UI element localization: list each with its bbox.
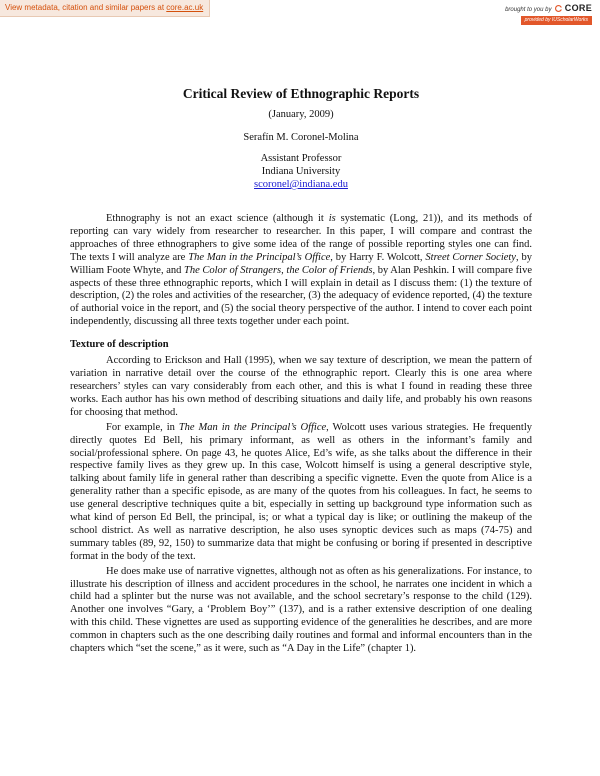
italic-title: Street Corner Society: [425, 251, 516, 263]
author-position: Assistant Professor: [260, 153, 342, 164]
body-paragraph-1: According to Erickson and Hall (1995), when we say texture of description, we mean the pattern of variation in narrative detail over the course of the ethnographic report. Clearly this is one area where researchers’ styles can vary considerably from each other, and this is what I found in reading these three works. Each author has his own method of describing situations and daily life, and probably his own reasons for choosing that method.: [70, 355, 532, 418]
italic-title: The Man in the Principal’s Office: [178, 421, 327, 433]
core-metadata-link-box[interactable]: [0, 0, 210, 17]
intro-paragraph: Ethnography is not an exact science (although it is systematic (Long, 21)), and its methods of reporting can vary widely from researcher to researcher. In this paper, I will compare and contrast the approaches of three ethnographers to give some idea of the range of possible reporting styles one can find. The texts I will analyze are The Man in the Principal’s Office, by Harry F. Wolcott, Street Corner Society, by William Foote Whyte, and The Color of Strangers, the Color of Friends, by Alan Peshkin. I will compare five aspects of these three ethnographic reports, which I will explain in detail as I discuss them: (1) the texture of description, (2) the roles and activities of the researcher, (3) the adequacy of evidence reported, (4) the texture of authorial voice in the report, and (5) the social theory perspective of the author. I intend to cover each point independently, discussing all three texts together under each point.: [70, 213, 532, 328]
provided-by-badge: provided by IUScholarWorks: [521, 16, 592, 25]
italic-title: The Color of Strangers, the Color of Friends: [184, 264, 373, 276]
italic-title: The Man in the Principal’s Office: [188, 251, 331, 263]
body-paragraph-2: For example, in The Man in the Principal’s Office, Wolcott uses various strategies. He frequently directly quotes Ed Bell, his primary informant, as well as others in the informant’s family and social/professional sphere. On page 43, he quotes Alice, Ed’s wife, as she talks about the difference in their respective family lives as they grew up. In this case, Wolcott himself is using a general descriptive style, talking about family life in general rather than describing a specific vignette. Even the quote from Alice is a generality rather than a specific episode, as are many of the quotes from his colleagues. In fact, he seems to use general descriptive techniques quite a bit, especially in setting up background type information such as what kind of person Ed Bell, the principal, is; or what a typical day is like; or outlining the makeup of the school district. As well as narrative description, he also uses synoptic devices such as maps (74-75) and summary tables (89, 92, 150) to summarize data that might be confusing or boring if presented in descriptive format in the body of the text.: [70, 421, 532, 562]
core-link[interactable]: core.ac.uk: [166, 3, 204, 12]
paper-title: Critical Review of Ethnographic Reports: [182, 86, 420, 101]
author-email-link[interactable]: scoronel@indiana.edu: [254, 179, 348, 190]
paper-date: (January, 2009): [268, 109, 334, 120]
author-email: [70, 178, 532, 191]
author-name: Serafín M. Coronel-Molina: [243, 132, 359, 143]
brought-by-core[interactable]: [505, 3, 592, 13]
core-logo-icon: [555, 5, 562, 12]
core-link-prefix: View metadata, citation and similar papers at: [5, 3, 167, 12]
body-paragraph-3: He does make use of narrative vignettes, although not as often as his generalizations. For instance, to illustrate his description of illness and accident procedures in the school, he narrates one incident in which a child had a splinter but the nurse was not available, and the school secretary’s response to the child (129). Another one involves “Gary, a ‘Problem Boy’” (137), and is a rather extensive description of one dealing with this child. These vignettes are used as supporting evidence of the generalities he describes, and are more common in chapters such as the one describing daily routines and formal and informal encounters than in the chapters which “set the scene,” as it were, such as “A Day in the Life” (chapter 1).: [70, 565, 532, 655]
paper-page: [70, 80, 532, 656]
section-heading: Texture of description: [70, 339, 169, 351]
author-institution: Indiana University: [261, 166, 341, 177]
brought-by-text: brought to you by: [505, 7, 552, 13]
core-banner: [0, 0, 600, 23]
core-logo-text: CORE: [564, 3, 592, 13]
italic-title: is: [328, 213, 336, 224]
